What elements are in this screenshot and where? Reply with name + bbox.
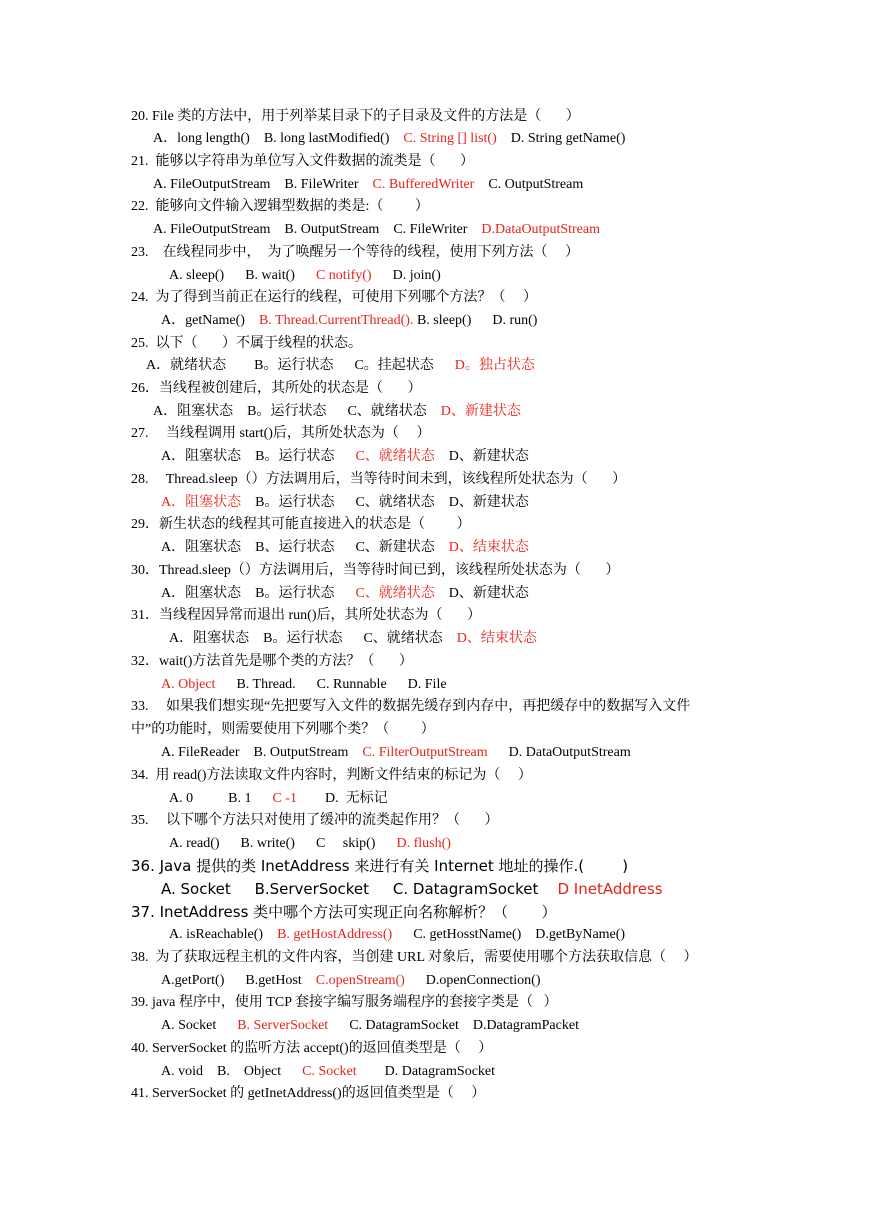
question-line (161, 1017, 579, 1035)
text-segment: C. getHosstName() D.getByName() (392, 927, 626, 942)
question-line (161, 448, 529, 466)
answer-highlight: C notify() (315, 268, 372, 283)
question-line (161, 585, 529, 603)
text-segment: 33. 如果我们想实现“先把要写入文件的数据先缓存到内存中，再把缓存中的数据写入文件 (131, 699, 691, 714)
question-line (169, 267, 441, 285)
text-segment: 40. ServerSocket 的监听方法 accept()的返回值类型是（ ） (131, 1041, 493, 1056)
text-segment: B. sleep() D. run() (413, 313, 538, 328)
text-segment: A. FileOutputStream B. OutputStream C. FileWriter (153, 222, 482, 237)
question-line (131, 857, 628, 875)
question-line (131, 198, 429, 216)
text-segment: 37. InetAddress 类中哪个方法可实现正向名称解析？（ ） (131, 903, 557, 921)
question-line (131, 108, 580, 126)
text-segment: 27. 当线程调用 start()后，其所处状态为（ ） (131, 426, 431, 441)
text-segment: A．阻塞状态 B。运行状态 C、就绪状态 (153, 404, 441, 419)
text-segment: 31．当线程因异常而退出 run()后，其所处状态为（ ） (131, 608, 481, 623)
question-line (131, 721, 435, 739)
text-segment: D. 无标记 (296, 791, 388, 806)
text-segment: D、新建状态 (434, 449, 529, 464)
text-segment: A. Socket (161, 1018, 238, 1033)
text-segment: 中”的功能时，则需要使用下列哪个类？（ ） (131, 722, 435, 737)
answer-highlight: D、结束状态 (448, 540, 529, 555)
answer-highlight: D、结束状态 (456, 631, 537, 646)
text-segment: 39. java 程序中，使用 TCP 套接字编写服务端程序的套接字类是（ ） (131, 995, 558, 1010)
question-line (153, 403, 521, 421)
question-line (131, 471, 626, 489)
text-segment: A. FileOutputStream B. FileWriter (153, 177, 373, 192)
text-segment: A．阻塞状态 B、运行状态 C、新建状态 (161, 540, 449, 555)
question-line (131, 1040, 492, 1058)
answer-highlight: D. flush() (396, 836, 451, 851)
answer-highlight: C、就绪状态 (355, 586, 435, 601)
text-segment: 24. 为了得到当前正在运行的线程，可使用下列哪个方法？（ ） (131, 290, 537, 305)
text-segment: A．long length() B. long lastModified() (153, 131, 404, 146)
question-line (131, 153, 474, 171)
text-segment: C. DatagramSocket D.DatagramPacket (328, 1018, 579, 1033)
text-segment: B. Thread. C. Runnable D. File (215, 677, 447, 692)
answer-highlight: B. getHostAddress() (277, 927, 393, 942)
question-line (131, 698, 690, 716)
question-line (131, 335, 362, 353)
question-line (131, 562, 619, 580)
answer-highlight: D.DataOutputStream (481, 222, 600, 237)
question-line (131, 516, 471, 534)
question-line (169, 835, 451, 853)
text-segment: 34. 用 read()方法读取文件内容时，判断文件结束的标记为（ ） (131, 768, 532, 783)
answer-highlight: C. String [] list() (403, 131, 497, 146)
answer-highlight: A. Object (161, 677, 216, 692)
text-segment: A．就绪状态 B。运行状态 C。挂起状态 (146, 358, 455, 373)
answer-highlight: D、新建状态 (440, 404, 521, 419)
text-segment: D. join() (371, 268, 441, 283)
text-segment: 21. 能够以字符串为单位写入文件数据的流类是（ ） (131, 154, 474, 169)
text-segment: D、新建状态 (434, 586, 529, 601)
text-segment: A. FileReader B. OutputStream (161, 745, 363, 760)
question-line (131, 607, 481, 625)
question-line (169, 926, 625, 944)
text-segment: A．阻塞状态 B。运行状态 (161, 449, 356, 464)
question-line (153, 221, 600, 239)
question-line (146, 357, 535, 375)
question-line (161, 312, 537, 330)
question-line (131, 903, 557, 921)
text-segment: 30．Thread.sleep（）方法调用后，当等待时间已到，该线程所处状态为（ ） (131, 563, 620, 578)
text-segment: D. String getName() (496, 131, 626, 146)
question-line (161, 494, 529, 512)
answer-highlight: D。独占状态 (454, 358, 535, 373)
question-line (131, 994, 557, 1012)
text-segment: 35. 以下哪个方法只对使用了缓冲的流类起作用？（ ） (131, 813, 499, 828)
text-segment: C. OutputStream (474, 177, 584, 192)
question-line (131, 425, 430, 443)
question-line (153, 130, 625, 148)
question-line (131, 380, 422, 398)
answer-highlight: C、就绪状态 (355, 449, 435, 464)
text-segment: A. read() B. write() C skip() (169, 836, 397, 851)
question-line (161, 539, 529, 557)
question-line (161, 676, 447, 694)
question-line (131, 812, 499, 830)
text-segment: D. DatagramSocket (356, 1064, 496, 1079)
text-segment: 36. Java 提供的类 InetAddress 来进行有关 Internet 地址的操作.( ) (131, 857, 629, 875)
text-segment: D.openConnection() (404, 973, 541, 988)
question-line (131, 949, 697, 967)
answer-highlight: B. ServerSocket (237, 1018, 329, 1033)
question-line (153, 176, 583, 194)
text-segment: A. void B. Object (161, 1064, 303, 1079)
answer-highlight: B. Thread.CurrentThread(). (258, 313, 414, 328)
question-line (131, 1085, 485, 1103)
text-segment: 25. 以下（ ）不属于线程的状态。 (131, 336, 362, 351)
text-segment: B。运行状态 C、就绪状态 D、新建状态 (241, 495, 529, 510)
text-segment: 32．wait()方法首先是哪个类的方法？（ ） (131, 654, 413, 669)
text-segment: 28. Thread.sleep（）方法调用后，当等待时间未到，该线程所处状态为（ ） (131, 472, 627, 487)
question-line (161, 744, 631, 762)
question-line (131, 244, 579, 262)
question-line (169, 630, 537, 648)
question-line (161, 880, 663, 898)
answer-highlight: C. Socket (302, 1064, 357, 1079)
text-segment: A. isReachable() (169, 927, 278, 942)
text-segment: 22. 能够向文件输入逻辑型数据的类是:（ ） (131, 199, 429, 214)
question-line (161, 1063, 495, 1081)
text-segment: A.getPort() B.getHost (161, 973, 316, 988)
text-segment: 29．新生状态的线程其可能直接进入的状态是（ ） (131, 517, 471, 532)
answer-highlight: D InetAddress (557, 880, 663, 898)
text-segment: 20. File 类的方法中，用于列举某目录下的子目录及文件的方法是（ ） (131, 109, 580, 124)
question-line (169, 790, 388, 808)
answer-highlight: C -1 (272, 791, 297, 806)
text-segment: A．阻塞状态 B。运行状态 (161, 586, 356, 601)
answer-highlight: C. BufferedWriter (372, 177, 475, 192)
text-segment: 38. 为了获取远程主机的文件内容，当创建 URL 对象后，需要使用哪个方法获取信息（ ） (131, 950, 698, 965)
answer-highlight: C. FilterOutputStream (362, 745, 488, 760)
question-line (161, 972, 541, 990)
answer-highlight: C.openStream() (315, 973, 405, 988)
question-line (131, 767, 532, 785)
text-segment: 23. 在线程同步中， 为了唤醒另一个等待的线程，使用下列方法（ ） (131, 245, 579, 260)
text-segment: 41. ServerSocket 的 getInetAddress()的返回值类型是（ ） (131, 1086, 486, 1101)
text-segment: A．阻塞状态 B。运行状态 C、就绪状态 (169, 631, 457, 646)
text-segment: A. sleep() B. wait() (169, 268, 316, 283)
question-line (131, 289, 537, 307)
text-segment: A．getName() (161, 313, 259, 328)
text-segment: A. Socket B.ServerSocket C. DatagramSocket (161, 880, 558, 898)
answer-highlight: A．阻塞状态 (161, 495, 242, 510)
question-line (131, 653, 413, 671)
text-segment: 26．当线程被创建后，其所处的状态是（ ） (131, 381, 422, 396)
text-segment: A. 0 B. 1 (169, 791, 273, 806)
text-segment: D. DataOutputStream (487, 745, 631, 760)
